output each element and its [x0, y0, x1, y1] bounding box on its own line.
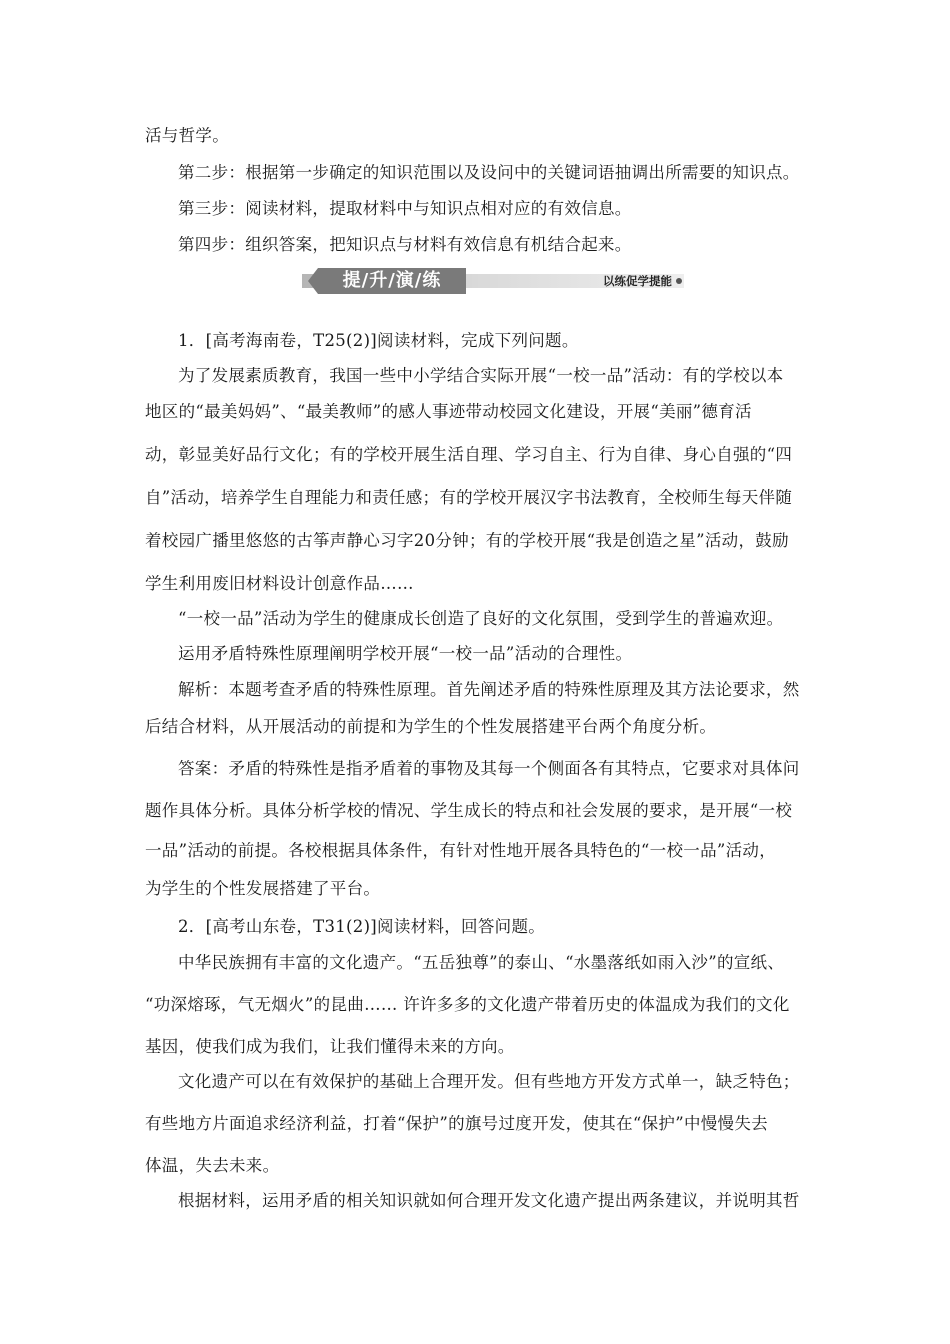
section-banner: [302, 268, 684, 294]
question-prompt: 根据材料，运用矛盾的相关知识就如何合理开发文化遗产提出两条建议，并说明其哲: [178, 1191, 800, 1210]
answer-line: 题作具体分析。具体分析学校的情况、学生成长的特点和社会发展的要求，是开展“一校: [145, 801, 793, 820]
text-line: 学生利用废旧材料设计创意作品……: [145, 574, 414, 593]
text-line: 为了发展素质教育，我国一些中小学结合实际开展“一校一品”活动：有的学校以本: [178, 366, 784, 385]
text-line: 有些地方片面追求经济利益，打着“保护”的旗号过度开发，使其在“保护”中慢慢失去: [145, 1114, 768, 1133]
text-line: “功深熔琢，气无烟火”的昆曲…… 许许多多的文化遗产带着历史的体温成为我们的文化: [145, 995, 790, 1014]
text-line: “一校一品”活动为学生的健康成长创造了良好的文化氛围，受到学生的普遍欢迎。: [178, 609, 784, 628]
banner-title: 提/升/演/练: [318, 268, 466, 294]
text-line: 文化遗产可以在有效保护的基础上合理开发。但有些地方开发方式单一，缺乏特色；: [178, 1072, 800, 1091]
question-prompt: 运用矛盾特殊性原理阐明学校开展“一校一品”活动的合理性。: [178, 644, 633, 663]
text-line: 自”活动，培养学生自理能力和责任感；有的学校开展汉字书法教育，全校师生每天伴随: [145, 488, 793, 507]
text-line: 体温，失去未来。: [145, 1156, 280, 1175]
step-four: 第四步：组织答案，把知识点与材料有效信息有机结合起来。: [178, 235, 632, 254]
text-line: 基因，使我们成为我们，让我们懂得未来的方向。: [145, 1037, 515, 1056]
text-line: 动，彰显美好品行文化；有的学校开展生活自理、学习自主、行为自律、身心自强的“四: [145, 445, 793, 464]
answer-line: 为学生的个性发展搭建了平台。: [145, 879, 381, 898]
analysis-line: 后结合材料，从开展活动的前提和为学生的个性发展搭建平台两个角度分析。: [145, 717, 717, 736]
analysis-line: 解析：本题考查矛盾的特殊性原理。首先阐述矛盾的特殊性原理及其方法论要求，然: [178, 680, 800, 699]
text-line: 活与哲学。: [145, 126, 229, 145]
answer-line: 答案：矛盾的特殊性是指矛盾着的事物及其每一个侧面各有其特点，它要求对具体问: [178, 759, 800, 778]
step-two: 第二步：根据第一步确定的知识范围以及设问中的关键词语抽调出所需要的知识点。: [178, 163, 800, 182]
text-line: 地区的“最美妈妈”、“最美教师”的感人事迹带动校园文化建设，开展“美丽”德育活: [145, 402, 752, 421]
text-line: 着校园广播里悠悠的古筝声静心习字20分钟；有的学校开展“我是创造之星”活动，鼓励: [145, 531, 789, 550]
step-three: 第三步：阅读材料，提取材料中与知识点相对应的有效信息。: [178, 199, 632, 218]
text-line: 中华民族拥有丰富的文化遗产。“五岳独尊”的泰山、“水墨落纸如雨入沙”的宣纸、: [178, 953, 785, 972]
question-1-header: 1．[高考海南卷，T25(2)]阅读材料，完成下列问题。: [178, 331, 579, 350]
answer-line: 一品”活动的前提。各校根据具体条件，有针对性地开展各具特色的“一校一品”活动，: [145, 841, 777, 860]
banner-subtitle: 以练促学提能: [603, 274, 672, 288]
banner-dot-icon: [676, 278, 682, 284]
question-2-header: 2．[高考山东卷，T31(2)]阅读材料，回答问题。: [178, 917, 546, 936]
